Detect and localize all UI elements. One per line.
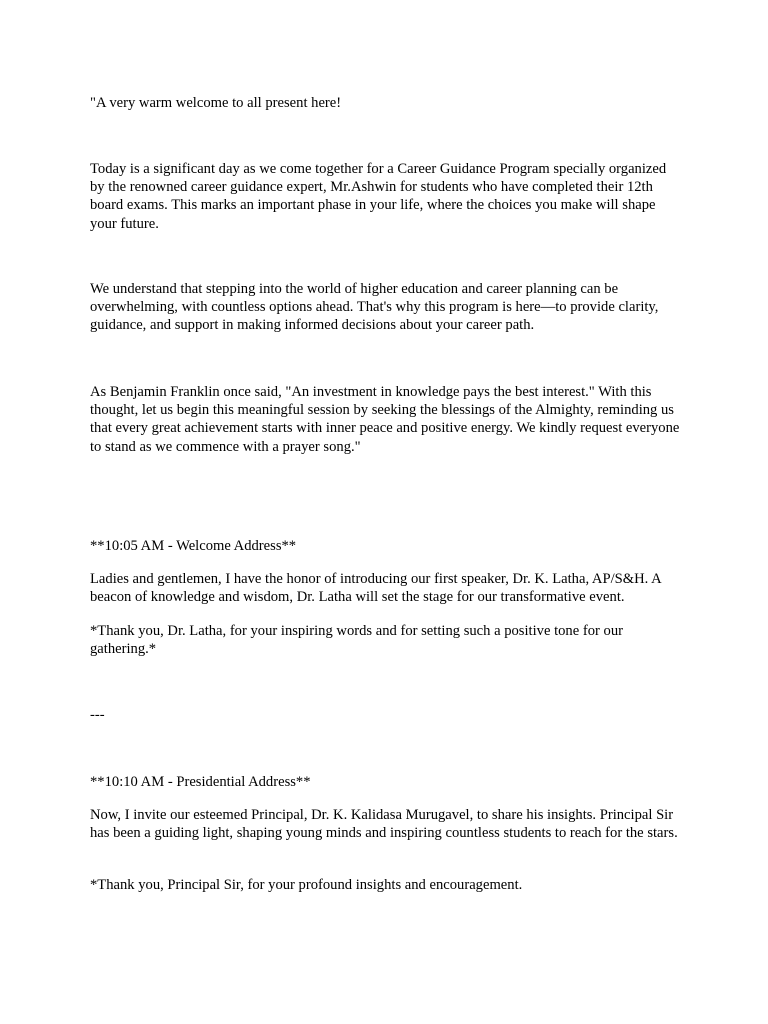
quote-paragraph: As Benjamin Franklin once said, "An investment in knowledge pays the best interest." With this thought, let us begin this meaningful session by seeking the blessings of the Almighty, reminding us that every great achievement starts with inner peace and positive energy. We kindly request everyone to stand as we commence with a prayer song." (90, 384, 680, 455)
section-divider: --- (90, 707, 105, 723)
welcome-address-heading: **10:05 AM - Welcome Address** (90, 538, 297, 554)
welcome-address-paragraph: Ladies and gentlemen, I have the honor of introducing our first speaker, Dr. K. Latha, AP/S&H. A beacon of knowledge and wisdom, Dr. Latha will set the stage for our transformative event. (90, 571, 661, 606)
presidential-address-heading: **10:10 AM - Presidential Address** (90, 774, 311, 790)
purpose-paragraph: We understand that stepping into the world of higher education and career planning can be overwhelming, with countless options ahead. That's why this program is here—to provide clarity, guidance, and support in making informed decisions about your career path. (90, 281, 659, 334)
presidential-address-paragraph: Now, I invite our esteemed Principal, Dr. K. Kalidasa Murugavel, to share his insights. Principal Sir has been a guiding light, shaping young minds and inspiring countless students to reach for the stars. (90, 807, 678, 842)
welcome-address-thanks: *Thank you, Dr. Latha, for your inspiring words and for setting such a positive tone for our gathering.* (90, 623, 623, 658)
welcome-line: "A very warm welcome to all present here! (90, 95, 342, 111)
presidential-address-thanks: *Thank you, Principal Sir, for your profound insights and encouragement. (90, 877, 523, 893)
intro-paragraph: Today is a significant day as we come together for a Career Guidance Program specially organized by the renowned career guidance expert, Mr.Ashwin for students who have completed their 12th board exams. This marks an important phase in your life, where the choices you make will shape your future. (90, 161, 667, 232)
